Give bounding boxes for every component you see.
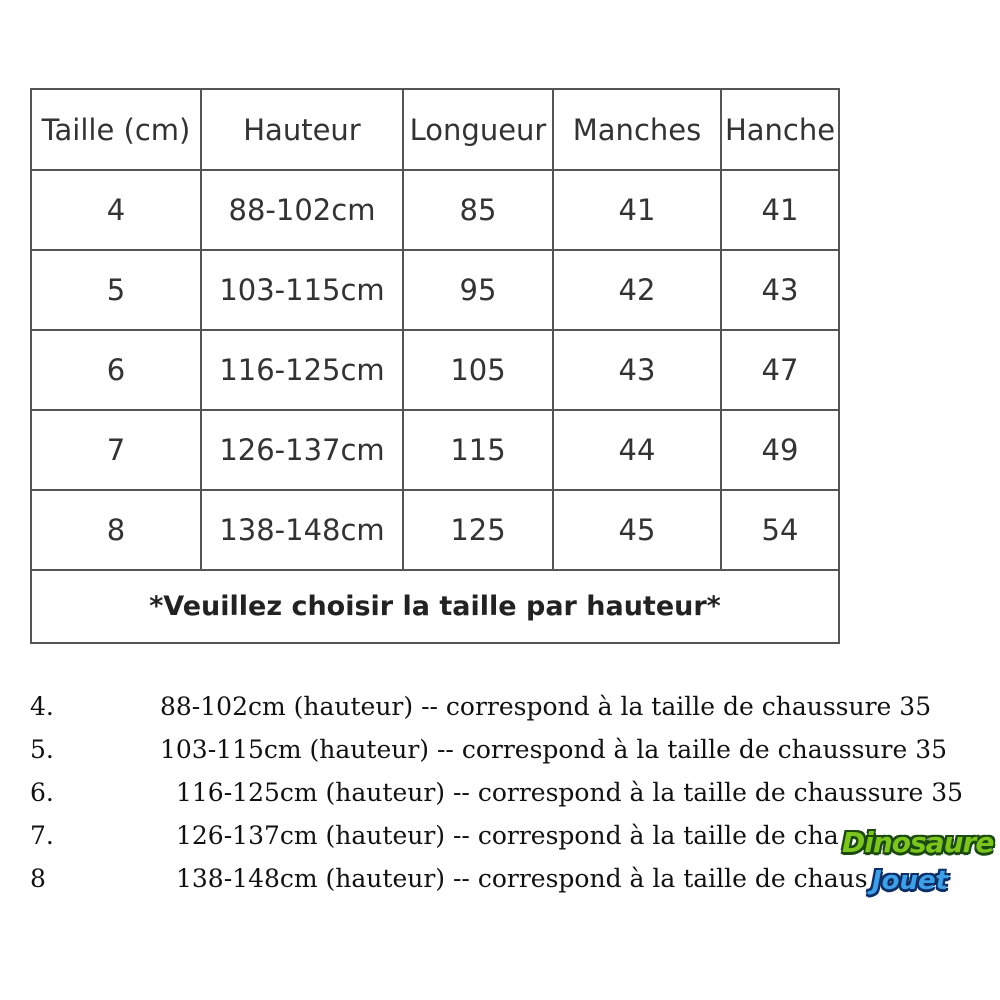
- cell-manches: 44: [553, 410, 721, 490]
- table-row: [31, 250, 839, 330]
- note-number: 7.: [30, 821, 54, 850]
- note-line: [0, 692, 1000, 735]
- cell-hanche: 54: [721, 490, 839, 570]
- cell-taille: 7: [31, 410, 201, 490]
- table-row: [31, 490, 839, 570]
- header-manches: Manches: [553, 89, 721, 170]
- note-text: 103-115cm (hauteur) -- correspond à la taille de chaussure 35: [160, 735, 948, 764]
- logo-line-2: Jouet: [872, 866, 949, 896]
- cell-longueur: 115: [403, 410, 553, 490]
- cell-taille: 8: [31, 490, 201, 570]
- cell-hanche: 47: [721, 330, 839, 410]
- cell-taille: 5: [31, 250, 201, 330]
- note-line: [0, 735, 1000, 778]
- table-row: [31, 410, 839, 490]
- cell-longueur: 85: [403, 170, 553, 250]
- cell-manches: 42: [553, 250, 721, 330]
- cell-manches: 43: [553, 330, 721, 410]
- table-row: [31, 330, 839, 410]
- note-number: 6.: [30, 778, 54, 807]
- cell-hanche: 49: [721, 410, 839, 490]
- cell-taille: 6: [31, 330, 201, 410]
- cell-taille: 4: [31, 170, 201, 250]
- note-text: 126-137cm (hauteur) -- correspond à la taille de cha: [176, 821, 839, 850]
- header-hanche: Hanche: [721, 89, 839, 170]
- cell-hauteur: 103-115cm: [201, 250, 403, 330]
- cell-manches: 41: [553, 170, 721, 250]
- cell-hauteur: 116-125cm: [201, 330, 403, 410]
- note-text: 88-102cm (hauteur) -- correspond à la taille de chaussure 35: [160, 692, 932, 721]
- note-number: 5.: [30, 735, 54, 764]
- dinosaure-jouet-logo: [842, 826, 992, 910]
- cell-longueur: 95: [403, 250, 553, 330]
- note-text: 138-148cm (hauteur) -- correspond à la taille de chaus: [176, 864, 868, 893]
- note-number: 8: [30, 864, 46, 893]
- logo-line-1: Dinosaure: [842, 826, 994, 859]
- note-text: 116-125cm (hauteur) -- correspond à la taille de chaussure 35: [176, 778, 964, 807]
- cell-hauteur: 138-148cm: [201, 490, 403, 570]
- table-header-row: [31, 89, 839, 170]
- cell-longueur: 105: [403, 330, 553, 410]
- header-hauteur: Hauteur: [201, 89, 403, 170]
- size-note: *Veuillez choisir la taille par hauteur*: [31, 570, 839, 643]
- table-row: [31, 170, 839, 250]
- cell-hauteur: 126-137cm: [201, 410, 403, 490]
- header-longueur: Longueur: [403, 89, 553, 170]
- cell-hanche: 43: [721, 250, 839, 330]
- size-chart-table: [30, 88, 840, 644]
- cell-hanche: 41: [721, 170, 839, 250]
- cell-hauteur: 88-102cm: [201, 170, 403, 250]
- cell-longueur: 125: [403, 490, 553, 570]
- table-note-row: [31, 570, 839, 643]
- note-number: 4.: [30, 692, 54, 721]
- header-taille: Taille (cm): [31, 89, 201, 170]
- cell-manches: 45: [553, 490, 721, 570]
- note-line: [0, 778, 1000, 821]
